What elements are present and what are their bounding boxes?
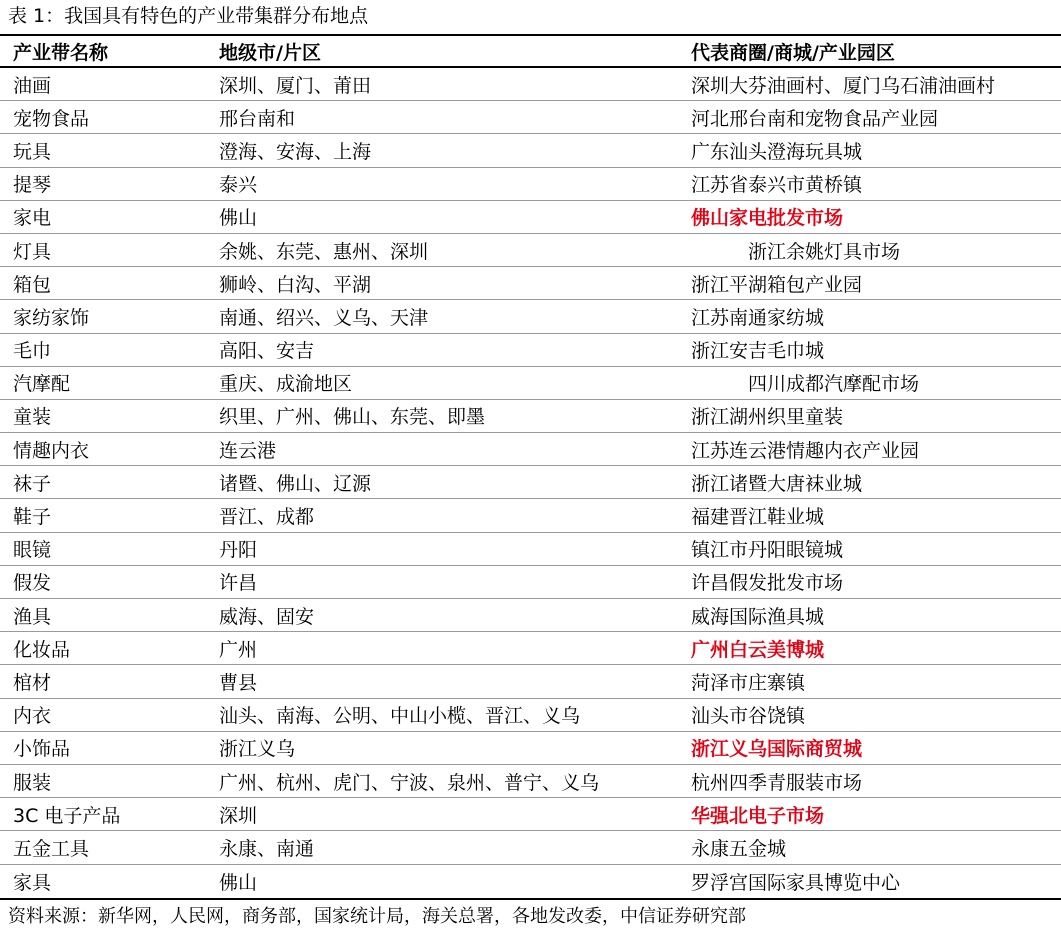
industry-name-cell: 鞋子	[13, 506, 52, 529]
table-row	[0, 334, 1061, 367]
source-note: 资料来源：新华网，人民网，商务部，国家统计局，海关总署，各地发改委，中信证券研究部	[8, 906, 746, 927]
table-row	[0, 732, 1061, 765]
market-cell: 浙江诸暨大唐袜业城	[691, 472, 863, 495]
market-cell: 江苏连云港情趣内衣产业园	[691, 439, 920, 462]
table-row	[0, 831, 1061, 864]
header-city: 地级市/片区	[219, 41, 321, 64]
city-cell: 余姚、东莞、惠州、深圳	[219, 240, 429, 263]
market-cell: 汕头市谷饶镇	[691, 705, 806, 728]
table-row	[0, 300, 1061, 333]
city-cell: 高阳、安吉	[219, 340, 315, 363]
city-cell: 佛山	[219, 871, 258, 894]
table-caption: 表 1：我国具有特色的产业带集群分布地点	[8, 5, 369, 27]
industry-name-cell: 玩具	[13, 140, 52, 163]
industry-name-cell: 渔具	[13, 605, 52, 628]
industry-name-cell: 情趣内衣	[13, 439, 90, 462]
market-cell: 四川成都汽摩配市场	[748, 373, 920, 396]
market-cell: 许昌假发批发市场	[691, 572, 844, 595]
market-cell: 佛山家电批发市场	[691, 207, 844, 230]
industry-name-cell: 提琴	[13, 174, 52, 197]
city-cell: 许昌	[219, 572, 258, 595]
industry-name-cell: 汽摩配	[13, 373, 71, 396]
market-cell: 广州白云美博城	[691, 638, 825, 661]
market-cell: 浙江安吉毛巾城	[691, 340, 825, 363]
market-cell: 河北邢台南和宠物食品产业园	[691, 107, 939, 130]
industry-name-cell: 服装	[13, 771, 52, 794]
industry-cluster-table	[0, 34, 1061, 900]
table-row	[0, 68, 1061, 101]
table-row	[0, 632, 1061, 665]
market-cell: 浙江湖州织里童装	[691, 406, 844, 429]
industry-name-cell: 内衣	[13, 705, 52, 728]
industry-name-cell: 假发	[13, 572, 52, 595]
city-cell: 永康、南通	[219, 837, 315, 860]
market-cell: 广东汕头澄海玩具城	[691, 140, 863, 163]
table-body	[0, 68, 1061, 898]
table-row	[0, 533, 1061, 566]
city-cell: 深圳	[219, 804, 258, 827]
table-row	[0, 665, 1061, 698]
city-cell: 晋江、成都	[219, 506, 315, 529]
market-cell: 浙江余姚灯具市场	[748, 240, 901, 263]
table-row	[0, 566, 1061, 599]
table-row	[0, 865, 1061, 898]
table-row	[0, 367, 1061, 400]
industry-name-cell: 棺材	[13, 671, 52, 694]
industry-name-cell: 小饰品	[13, 738, 71, 761]
city-cell: 曹县	[219, 671, 258, 694]
table-row	[0, 168, 1061, 201]
industry-name-cell: 化妆品	[13, 638, 71, 661]
market-cell: 永康五金城	[691, 837, 787, 860]
market-cell: 深圳大芬油画村、厦门乌石浦油画村	[691, 74, 996, 97]
city-cell: 浙江义乌	[219, 738, 296, 761]
table-row	[0, 101, 1061, 134]
city-cell: 汕头、南海、公明、中山小榄、晋江、义乌	[219, 705, 581, 728]
table-row	[0, 433, 1061, 466]
table-row	[0, 400, 1061, 433]
city-cell: 广州、杭州、虎门、宁波、泉州、普宁、义乌	[219, 771, 600, 794]
market-cell: 威海国际渔具城	[691, 605, 825, 628]
table-row	[0, 765, 1061, 798]
market-cell: 罗浮宫国际家具博览中心	[691, 871, 901, 894]
market-cell: 浙江平湖箱包产业园	[691, 273, 863, 296]
table-row	[0, 267, 1061, 300]
table-row	[0, 499, 1061, 532]
market-cell: 菏泽市庄寨镇	[691, 671, 806, 694]
industry-name-cell: 箱包	[13, 273, 52, 296]
industry-name-cell: 家具	[13, 871, 52, 894]
table-bottom-rule	[0, 898, 1061, 900]
table-row	[0, 798, 1061, 831]
industry-name-cell: 宠物食品	[13, 107, 90, 130]
table-row	[0, 466, 1061, 499]
header-industry: 产业带名称	[13, 41, 109, 64]
market-cell: 浙江义乌国际商贸城	[691, 738, 863, 761]
city-cell: 邢台南和	[219, 107, 296, 130]
city-cell: 佛山	[219, 207, 258, 230]
city-cell: 连云港	[219, 439, 277, 462]
industry-name-cell: 家纺家饰	[13, 306, 90, 329]
industry-name-cell: 油画	[13, 74, 52, 97]
industry-name-cell: 童装	[13, 406, 52, 429]
market-cell: 江苏省泰兴市黄桥镇	[691, 174, 863, 197]
table-header-row	[0, 36, 1061, 66]
table-row	[0, 134, 1061, 167]
city-cell: 泰兴	[219, 174, 258, 197]
market-cell: 杭州四季青服装市场	[691, 771, 863, 794]
city-cell: 威海、固安	[219, 605, 315, 628]
city-cell: 丹阳	[219, 539, 258, 562]
table-row	[0, 201, 1061, 234]
city-cell: 澄海、安海、上海	[219, 140, 372, 163]
table-row	[0, 699, 1061, 732]
city-cell: 南通、绍兴、义乌、天津	[219, 306, 429, 329]
market-cell: 福建晋江鞋业城	[691, 506, 825, 529]
market-cell: 华强北电子市场	[691, 804, 825, 827]
industry-name-cell: 毛巾	[13, 340, 52, 363]
industry-name-cell: 袜子	[13, 472, 52, 495]
header-market: 代表商圈/商城/产业园区	[691, 41, 895, 64]
city-cell: 狮岭、白沟、平湖	[219, 273, 372, 296]
industry-name-cell: 家电	[13, 207, 52, 230]
city-cell: 重庆、成渝地区	[219, 373, 353, 396]
industry-name-cell: 灯具	[13, 240, 52, 263]
market-cell: 江苏南通家纺城	[691, 306, 825, 329]
table-row	[0, 599, 1061, 632]
city-cell: 广州	[219, 638, 258, 661]
industry-name-cell: 3C 电子产品	[13, 804, 121, 827]
market-cell: 镇江市丹阳眼镜城	[691, 539, 844, 562]
city-cell: 织里、广州、佛山、东莞、即墨	[219, 406, 486, 429]
industry-name-cell: 眼镜	[13, 539, 52, 562]
table-row	[0, 234, 1061, 267]
city-cell: 诸暨、佛山、辽源	[219, 472, 372, 495]
city-cell: 深圳、厦门、莆田	[219, 74, 372, 97]
industry-name-cell: 五金工具	[13, 837, 90, 860]
